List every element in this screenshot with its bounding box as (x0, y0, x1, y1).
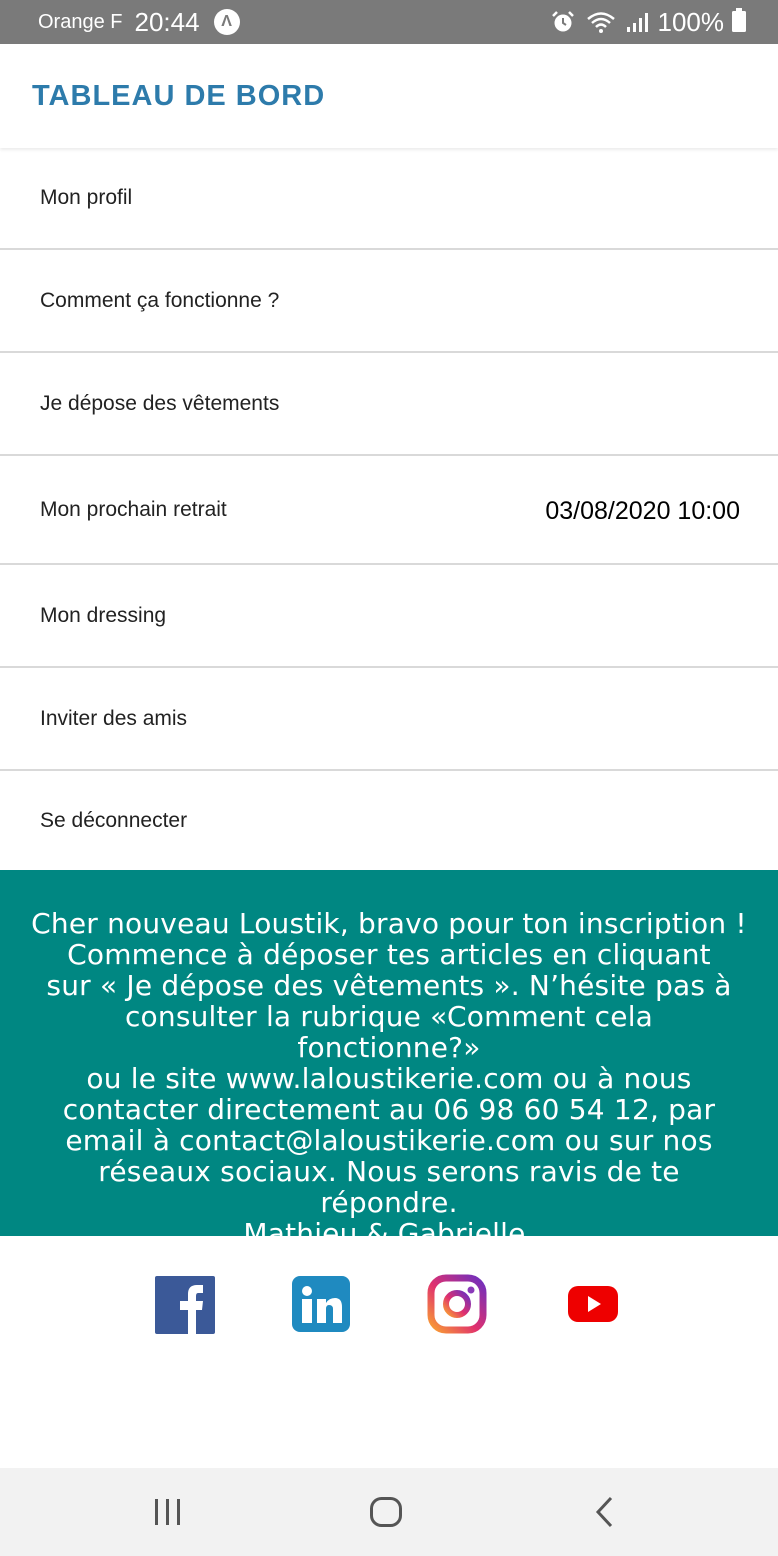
status-left (38, 7, 240, 38)
menu-item-label: Mon profil (40, 186, 133, 209)
alarm-icon (550, 10, 576, 34)
menu-item-label: Je dépose des vêtements (40, 391, 280, 415)
menu-item-how-it-works[interactable] (0, 250, 778, 353)
menu-item-invite-friends[interactable] (0, 668, 778, 771)
welcome-line: contacter directement au 06 98 60 54 12, par (62, 1093, 716, 1126)
menu-item-label: Inviter des amis (40, 706, 188, 730)
battery-icon (732, 8, 746, 37)
menu-item-next-pickup[interactable] (0, 456, 778, 565)
welcome-line: Commence à déposer tes articles en cliquant (67, 938, 711, 971)
welcome-message-box (0, 870, 778, 1250)
welcome-message (30, 908, 748, 1249)
next-pickup-datetime: 03/08/2020 10:00 (545, 497, 740, 525)
instagram-icon[interactable] (427, 1274, 487, 1334)
facebook-icon[interactable] (155, 1276, 215, 1334)
menu-item-profile[interactable] (0, 148, 778, 250)
linkedin-icon[interactable] (292, 1276, 350, 1332)
status-right (540, 7, 747, 38)
menu-item-label: Se déconnecter (40, 808, 188, 832)
status-bar (0, 0, 778, 44)
menu-item-label: Comment ça fonctionne ? (40, 288, 280, 312)
welcome-line: sur « Je dépose des vêtements ». N’hésite pas à (46, 969, 732, 1002)
welcome-line: réseaux sociaux. Nous serons ravis de te répondre. (98, 1155, 680, 1219)
system-nav-bar (0, 1468, 778, 1556)
menu-item-label: Mon prochain retrait (40, 497, 227, 521)
welcome-line: ou le site www.laloustikerie.com ou à nous (86, 1062, 692, 1095)
app-header (0, 44, 778, 148)
menu-item-label: Mon dressing (40, 603, 167, 627)
signal-icon (626, 11, 648, 33)
battery-percent: 100% (657, 6, 724, 37)
recent-apps-icon[interactable] (138, 1468, 198, 1556)
youtube-icon[interactable] (568, 1286, 618, 1322)
welcome-line: Mathieu & Gabrielle. (243, 1217, 535, 1250)
welcome-line: Cher nouveau Loustik, bravo pour ton inscription ! (31, 907, 747, 940)
back-icon[interactable] (574, 1468, 634, 1556)
carrier-name: Orange F (38, 10, 123, 33)
welcome-line: email à contact@laloustikerie.com ou sur nos (65, 1124, 713, 1157)
menu-item-deposit-clothes[interactable] (0, 353, 778, 456)
dashboard-menu (0, 148, 778, 870)
page-title: TABLEAU DE BORD (32, 79, 326, 112)
status-time: 20:44 (134, 6, 200, 37)
menu-item-dressing[interactable] (0, 565, 778, 668)
welcome-line: consulter la rubrique «Comment cela fonctionne?» (124, 1000, 654, 1064)
wifi-icon (586, 10, 616, 34)
social-links (0, 1274, 778, 1334)
home-icon[interactable] (356, 1468, 416, 1556)
menu-item-logout[interactable] (0, 771, 778, 870)
notification-icon: Λ (214, 9, 240, 35)
